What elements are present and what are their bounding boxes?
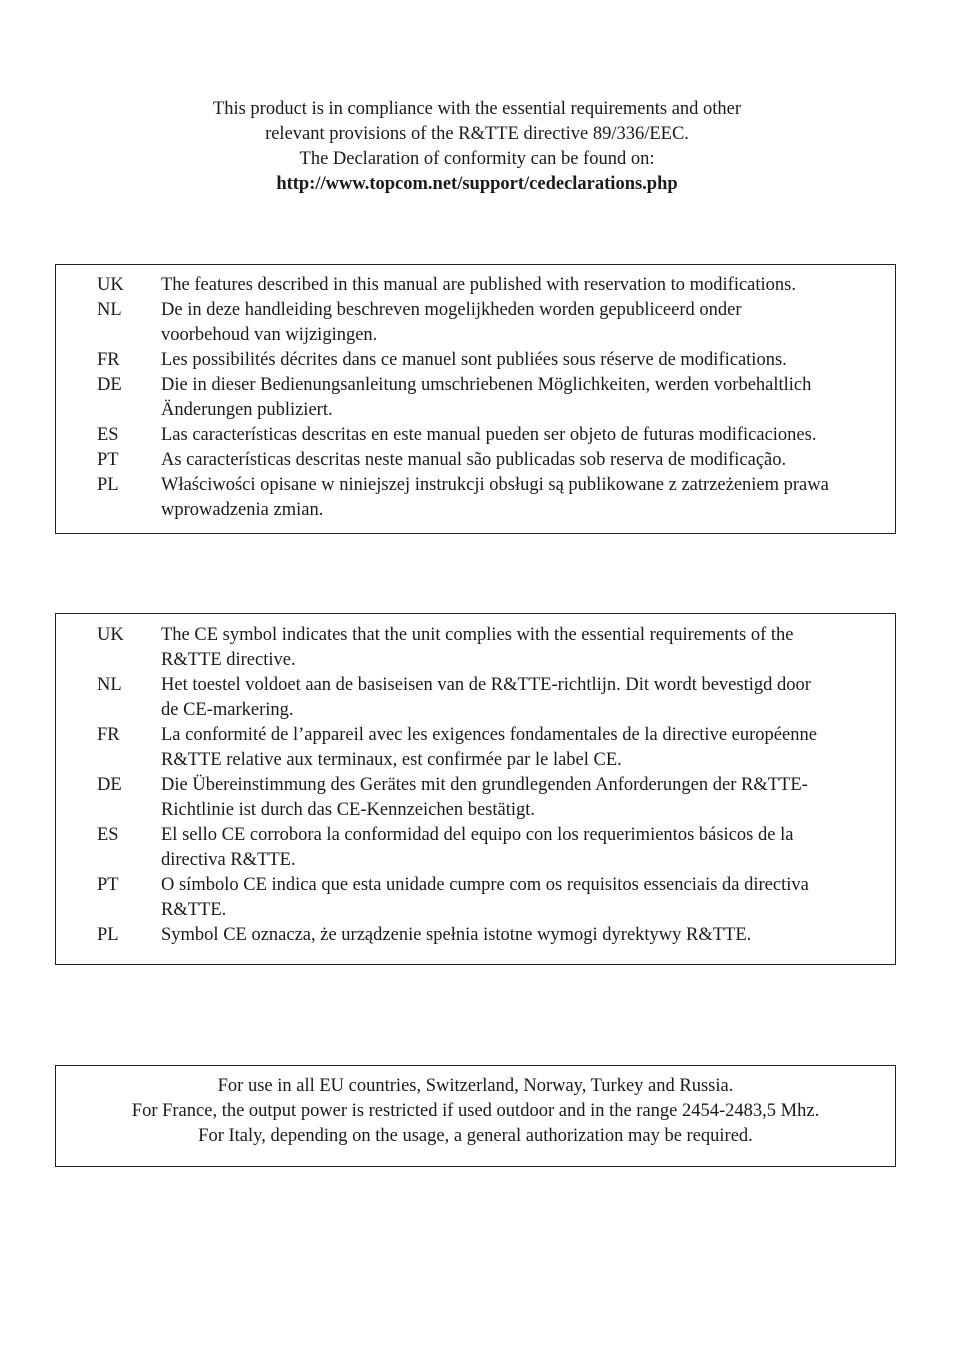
language-code: FR <box>97 350 120 370</box>
text-line: Les possibilités décrites dans ce manuel sont publiées sous réserve de modifications. <box>161 350 787 370</box>
text-line: Symbol CE oznacza, że urządzenie spełnia istotne wymogi dyrektywy R&TTE. <box>161 925 752 945</box>
text-line: As características descritas neste manual são publicadas sob reserva de modificação. <box>161 450 787 470</box>
compliance-line: The Declaration of conformity can be found on: <box>299 149 655 169</box>
usage-line: For Italy, depending on the usage, a general authorization may be required. <box>198 1126 753 1146</box>
modification-row-fr <box>56 348 895 373</box>
ce-row-pt <box>56 873 895 923</box>
language-text <box>161 473 895 523</box>
compliance-line: relevant provisions of the R&TTE directive 89/336/EEC. <box>265 124 689 144</box>
text-line: Właściwości opisane w niniejszej instrukcji obsługi są publikowane z zatrzeżeniem prawa <box>161 475 829 495</box>
language-text <box>161 623 895 673</box>
modification-row-pl <box>56 473 895 523</box>
text-line: voorbehoud van wijzigingen. <box>161 325 378 345</box>
text-line: Richtlinie ist durch das CE-Kennzeichen bestätigt. <box>161 800 536 820</box>
language-text <box>161 723 895 773</box>
modification-row-uk <box>56 273 895 298</box>
language-text <box>161 373 895 423</box>
usage-line: For France, the output power is restricted if used outdoor and in the range 2454-2483,5 Mhz. <box>131 1101 820 1121</box>
modification-row-es <box>56 423 895 448</box>
language-code: PL <box>97 925 119 945</box>
language-code: FR <box>97 725 120 745</box>
language-code: DE <box>97 775 122 795</box>
language-code: UK <box>97 625 124 645</box>
text-line: R&TTE relative aux terminaux, est confirmée par le label CE. <box>161 750 622 770</box>
language-code: ES <box>97 425 119 445</box>
text-line: Die in dieser Bedienungsanleitung umschriebenen Möglichkeiten, werden vorbehaltlich <box>161 375 812 395</box>
language-code: DE <box>97 375 122 395</box>
language-text <box>161 423 895 448</box>
language-code: PT <box>97 875 119 895</box>
language-text <box>161 873 895 923</box>
language-text <box>161 448 895 473</box>
text-line: The CE symbol indicates that the unit complies with the essential requirements of the <box>161 625 794 645</box>
usage-line: For use in all EU countries, Switzerland, Norway, Turkey and Russia. <box>217 1076 734 1096</box>
language-text <box>161 348 895 373</box>
language-text <box>161 273 895 298</box>
text-line: O símbolo CE indica que esta unidade cumpre com os requisitos essenciais da directiva <box>161 875 809 895</box>
text-line: La conformité de l’appareil avec les exigences fondamentales de la directive européenne <box>161 725 817 745</box>
ce-symbol-notice-box <box>55 613 896 965</box>
ce-row-fr <box>56 723 895 773</box>
language-text <box>161 823 895 873</box>
ce-row-nl <box>56 673 895 723</box>
language-code: PL <box>97 475 119 495</box>
text-line: R&TTE directive. <box>161 650 296 670</box>
text-line: The features described in this manual are published with reservation to modifications. <box>161 275 796 295</box>
text-line: Änderungen publiziert. <box>161 400 333 420</box>
language-code: NL <box>97 300 122 320</box>
language-code: PT <box>97 450 119 470</box>
language-text <box>161 923 895 948</box>
compliance-statement <box>0 97 954 197</box>
language-code: UK <box>97 275 124 295</box>
language-text <box>161 773 895 823</box>
ce-row-pl <box>56 923 895 948</box>
ce-row-es <box>56 823 895 873</box>
modification-row-de <box>56 373 895 423</box>
language-code: ES <box>97 825 119 845</box>
language-text <box>161 673 895 723</box>
text-line: R&TTE. <box>161 900 227 920</box>
modification-row-pt <box>56 448 895 473</box>
declaration-url[interactable]: http://www.topcom.net/support/cedeclarations.php <box>276 174 678 194</box>
text-line: El sello CE corrobora la conformidad del equipo con los requerimientos básicos de la <box>161 825 794 845</box>
language-code: NL <box>97 675 122 695</box>
ce-row-de <box>56 773 895 823</box>
text-line: Die Übereinstimmung des Gerätes mit den grundlegenden Anforderungen der R&TTE- <box>161 775 808 795</box>
compliance-line: This product is in compliance with the essential requirements and other <box>212 99 742 119</box>
modifications-notice-box <box>55 264 896 534</box>
ce-row-uk <box>56 623 895 673</box>
text-line: Las características descritas en este manual pueden ser objeto de futuras modificaciones. <box>161 425 817 445</box>
country-usage-box <box>55 1065 896 1167</box>
text-line: De in deze handleiding beschreven mogelijkheden worden gepubliceerd onder <box>161 300 742 320</box>
language-text <box>161 298 895 348</box>
text-line: Het toestel voldoet aan de basiseisen van de R&TTE-richtlijn. Dit wordt bevestigd door <box>161 675 811 695</box>
text-line: de CE-markering. <box>161 700 294 720</box>
text-line: wprowadzenia zmian. <box>161 500 324 520</box>
modification-row-nl <box>56 298 895 348</box>
text-line: directiva R&TTE. <box>161 850 296 870</box>
